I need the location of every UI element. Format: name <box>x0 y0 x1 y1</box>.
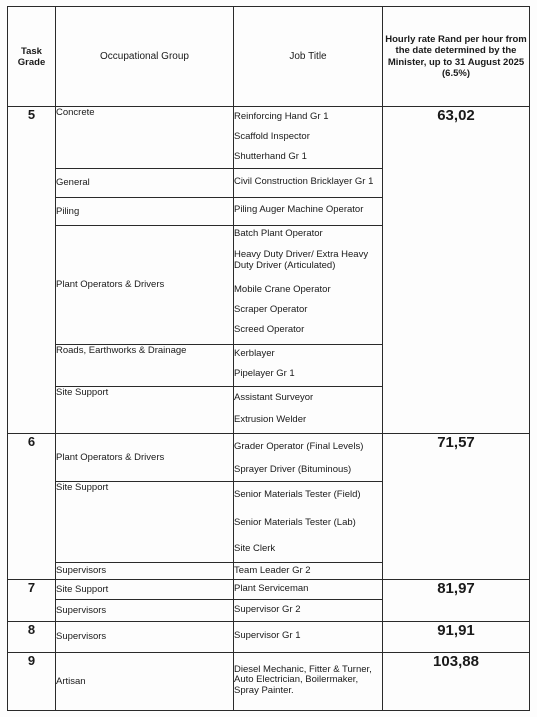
job-title: Team Leader Gr 2 <box>234 564 311 576</box>
job-title-cell <box>234 652 383 710</box>
job-title-cell <box>234 562 383 579</box>
job-title-cell <box>234 225 383 344</box>
job-title: Kerblayer <box>234 348 275 360</box>
job-title: Supervisor Gr 1 <box>234 630 301 642</box>
job-title: Plant Serviceman <box>234 582 309 594</box>
job-title-cell <box>234 197 383 225</box>
occupational-group-cell: Site Support <box>56 482 234 563</box>
job-title: Pipelayer Gr 1 <box>234 368 295 380</box>
job-title-cell <box>234 600 383 622</box>
job-title-cell <box>234 434 383 482</box>
occupational-group-cell: Site Support <box>56 580 234 600</box>
header-occupational-group: Occupational Group <box>56 7 234 107</box>
occupational-group-cell: Plant Operators & Drivers <box>56 225 234 344</box>
job-title: Supervisor Gr 2 <box>234 603 301 615</box>
job-title: Civil Construction Bricklayer Gr 1 <box>234 176 374 188</box>
job-title: Reinforcing Hand Gr 1 <box>234 110 329 122</box>
job-title: Assistant Surveyor <box>234 391 314 403</box>
wage-rate-table <box>7 6 530 711</box>
table-row <box>8 434 530 482</box>
header-row <box>8 7 530 107</box>
occupational-group-cell: Supervisors <box>56 562 234 579</box>
job-title-cell <box>234 344 383 386</box>
job-title: Piling Auger Machine Operator <box>234 204 364 216</box>
job-title: Scraper Operator <box>234 303 308 315</box>
job-title: Senior Materials Tester (Field) <box>234 489 361 501</box>
job-title: Grader Operator (Final Levels) <box>234 440 364 452</box>
job-title: Extrusion Welder <box>234 414 307 426</box>
job-title: Senior Materials Tester (Lab) <box>234 517 356 529</box>
job-title: Batch Plant Operator <box>234 227 323 239</box>
occupational-group-cell: Roads, Earthworks & Drainage <box>56 344 234 386</box>
job-title-cell <box>234 580 383 600</box>
task-grade-cell: 6 <box>8 434 56 580</box>
occupational-group-cell: General <box>56 169 234 197</box>
occupational-group-cell: Piling <box>56 197 234 225</box>
task-grade-cell: 7 <box>8 580 56 622</box>
hourly-rate-cell: 63,02 <box>383 107 530 434</box>
job-title: Screed Operator <box>234 323 305 335</box>
occupational-group-cell: Concrete <box>56 107 234 169</box>
job-title: Heavy Duty Driver/ Extra Heavy Duty Driver (Articulated) <box>234 249 369 271</box>
hourly-rate-cell: 71,57 <box>383 434 530 580</box>
table-row <box>8 652 530 710</box>
header-task-grade: Task Grade <box>8 7 56 107</box>
task-grade-cell: 8 <box>8 622 56 652</box>
table-row <box>8 622 530 652</box>
occupational-group-cell: Supervisors <box>56 622 234 652</box>
task-grade-cell: 5 <box>8 107 56 434</box>
job-title: Scaffold Inspector <box>234 130 310 142</box>
job-title: Diesel Mechanic, Fitter & Turner, Auto Electrician, Boilermaker, Spray Painter. <box>234 663 372 696</box>
job-title-cell <box>234 482 383 563</box>
job-title-cell <box>234 386 383 433</box>
occupational-group-cell: Site Support <box>56 386 234 433</box>
job-title-cell <box>234 107 383 169</box>
job-title: Mobile Crane Operator <box>234 283 331 295</box>
hourly-rate-cell: 81,97 <box>383 580 530 622</box>
job-title: Site Clerk <box>234 543 276 555</box>
occupational-group-cell: Artisan <box>56 652 234 710</box>
job-title: Sprayer Driver (Bituminous) <box>234 463 352 475</box>
table-row <box>8 580 530 600</box>
hourly-rate-cell: 103,88 <box>383 652 530 710</box>
occupational-group-cell: Plant Operators & Drivers <box>56 434 234 482</box>
header-job-title: Job Title <box>234 7 383 107</box>
job-title-cell <box>234 622 383 652</box>
hourly-rate-cell: 91,91 <box>383 622 530 652</box>
job-title-cell <box>234 169 383 197</box>
header-hourly-rate: Hourly rate Rand per hour from the date determined by the Minister, up to 31 August 2025 (6.5%) <box>383 7 530 107</box>
table-row <box>8 107 530 169</box>
occupational-group-cell: Supervisors <box>56 600 234 622</box>
job-title: Shutterhand Gr 1 <box>234 150 307 162</box>
task-grade-cell: 9 <box>8 652 56 710</box>
